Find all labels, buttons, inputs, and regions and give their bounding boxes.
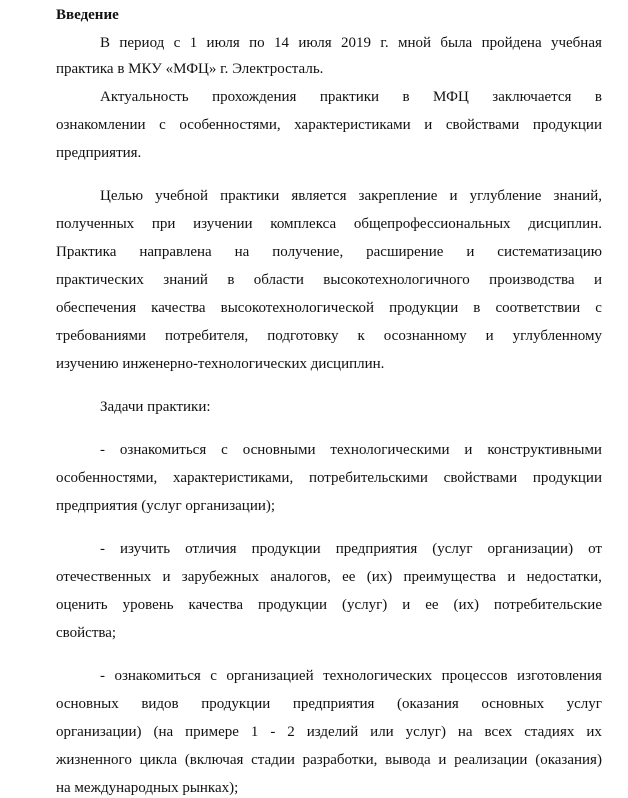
word: 1 [250, 724, 259, 740]
word: МФЦ [433, 89, 469, 105]
word: к [357, 328, 365, 344]
word: в [402, 89, 410, 105]
word: практики [319, 89, 380, 105]
word: практики [220, 188, 280, 204]
word: дисциплин. [528, 216, 602, 232]
word: изучить [120, 541, 171, 557]
word: и [507, 569, 516, 585]
word: продукции [532, 117, 602, 133]
word: предприятия [335, 541, 418, 557]
word: - [100, 668, 105, 684]
word: углубление [469, 188, 542, 204]
paragraph-line: практика в МКУ «МФЦ» г. Электросталь. [56, 61, 324, 77]
word: изучении [193, 216, 253, 232]
list-item-line [100, 440, 602, 460]
word: организацией [226, 668, 314, 684]
paragraph-line [100, 87, 602, 107]
paragraph-line [100, 186, 602, 206]
word: обеспечения [56, 300, 137, 316]
word: и [424, 117, 433, 133]
word: В [100, 35, 111, 51]
word: была [440, 35, 473, 51]
word: всех [484, 724, 513, 740]
word: на [234, 244, 250, 260]
word: июля [206, 35, 240, 51]
word: стадии [251, 752, 295, 768]
word: (оказания [397, 696, 459, 712]
word: пройдена [481, 35, 542, 51]
word: услуг) [405, 724, 446, 740]
word: - [100, 541, 105, 557]
word: с [173, 35, 181, 51]
word: (их) [453, 597, 479, 613]
word: (услуг) [341, 597, 388, 613]
document-heading: Введение [56, 7, 119, 23]
word: качества [151, 300, 206, 316]
word: 2019 [341, 35, 372, 51]
word: направлена [139, 244, 212, 260]
word: знаний [163, 272, 208, 288]
word: Целью [100, 188, 144, 204]
word: прохождения [212, 89, 297, 105]
word: ознакомлении [56, 117, 146, 133]
word: потребителя, [165, 328, 249, 344]
word: и [466, 244, 475, 260]
word: с [595, 300, 602, 316]
word: основных [56, 696, 119, 712]
word: потребительскими [308, 470, 428, 486]
word: оценить [56, 597, 108, 613]
word: на [457, 724, 473, 740]
word: изделий [306, 724, 359, 740]
word: и [449, 188, 458, 204]
list-item-line [100, 539, 602, 559]
word: разработки, [302, 752, 378, 768]
word: июля [298, 35, 332, 51]
word: и [464, 442, 473, 458]
word: 14 [274, 35, 290, 51]
word: свойствами [443, 470, 518, 486]
word: особенностями, [56, 470, 158, 486]
word: комплекса [270, 216, 337, 232]
word: услуг [566, 696, 602, 712]
word: требованиями [56, 328, 147, 344]
word: продукции [389, 300, 459, 316]
word: и [162, 569, 171, 585]
word: в [227, 272, 235, 288]
word: ее [342, 569, 356, 585]
word: цикла [139, 752, 178, 768]
word: с [159, 117, 166, 133]
word: в [594, 89, 602, 105]
word: недостатки, [526, 569, 602, 585]
word: реализации [454, 752, 528, 768]
word: подготовку [267, 328, 339, 344]
list-item-line: на международных рынках); [56, 780, 239, 796]
word: аналогов, [270, 569, 331, 585]
word: с [221, 442, 228, 458]
word: продукции [251, 541, 321, 557]
word: их [586, 724, 602, 740]
word: полученных [56, 216, 135, 232]
word: осознанному [383, 328, 467, 344]
word: и [485, 328, 494, 344]
word: продукции [201, 696, 271, 712]
word: производства [489, 272, 575, 288]
list-item-line: свойства; [56, 625, 117, 641]
word: 1 [189, 35, 198, 51]
word: области [253, 272, 304, 288]
word: высокотехнологической [220, 300, 375, 316]
word: Актуальность [100, 89, 189, 105]
list-item-line [56, 468, 602, 488]
list-item-line [56, 750, 602, 770]
word: знаний, [553, 188, 602, 204]
tasks-heading: Задачи практики: [100, 399, 211, 415]
word: является [291, 188, 347, 204]
word: систематизацию [497, 244, 602, 260]
word: г. [380, 35, 389, 51]
word: период [119, 35, 165, 51]
word: свойствами [445, 117, 520, 133]
list-item-line [100, 666, 602, 686]
word: соответствии [495, 300, 581, 316]
word: отечественных [56, 569, 152, 585]
word: примере [185, 724, 239, 740]
word: технологическими [330, 442, 450, 458]
paragraph-line [56, 115, 602, 135]
word: конструктивными [487, 442, 602, 458]
word: с [210, 668, 217, 684]
paragraph-line: предприятия. [56, 145, 142, 161]
word: (на [153, 724, 174, 740]
word: видов [141, 696, 179, 712]
word: высокотехнологичного [323, 272, 470, 288]
paragraph-line [56, 270, 602, 290]
word: или [370, 724, 394, 740]
word: - [100, 442, 105, 458]
paragraph-line [56, 326, 602, 346]
word: по [249, 35, 265, 51]
word: вывода [385, 752, 431, 768]
word: основными [242, 442, 316, 458]
word: зарубежных [181, 569, 260, 585]
list-item-line [56, 567, 602, 587]
word: ознакомиться [119, 442, 207, 458]
paragraph-line [100, 33, 602, 53]
list-item-line [56, 722, 602, 742]
word: и [593, 272, 602, 288]
word: - [270, 724, 276, 740]
paragraph-line [56, 298, 602, 318]
word: стадиях [524, 724, 575, 740]
word: ее [425, 597, 439, 613]
word: углубленному [512, 328, 602, 344]
word: продукции [532, 470, 602, 486]
word: технологических [323, 668, 433, 684]
word: особенностями, [179, 117, 281, 133]
word: (их) [366, 569, 393, 585]
list-item-line [56, 694, 602, 714]
word: в [473, 300, 481, 316]
word: заключается [492, 89, 572, 105]
word: характеристиками [294, 117, 411, 133]
word: при [151, 216, 176, 232]
paragraph-line [56, 214, 602, 234]
word: общепрофессиональных [353, 216, 511, 232]
paragraph-line [56, 242, 602, 262]
word: учебной [155, 188, 208, 204]
word: мной [397, 35, 431, 51]
word: (услуг [432, 541, 473, 557]
word: закрепление [358, 188, 438, 204]
word: основных [481, 696, 545, 712]
word: от [588, 541, 602, 557]
word: получение, [272, 244, 344, 260]
word: ознакомиться [114, 668, 201, 684]
word: процессов [441, 668, 508, 684]
word: предприятия [292, 696, 375, 712]
word: уровень [122, 597, 174, 613]
word: организации) [487, 541, 574, 557]
word: отличия [185, 541, 237, 557]
list-item-line [56, 595, 602, 615]
word: продукции [257, 597, 328, 613]
word: качества [188, 597, 243, 613]
word: и [438, 752, 447, 768]
word: характеристиками, [173, 470, 294, 486]
word: учебная [550, 35, 602, 51]
word: практических [56, 272, 144, 288]
word: потребительские [493, 597, 602, 613]
word: Практика [56, 244, 117, 260]
list-item-line: предприятия (услуг организации); [56, 498, 276, 514]
paragraph-line: изучению инженерно-технологических дисциплин. [56, 356, 385, 372]
word: жизненного [56, 752, 132, 768]
word: (включая [184, 752, 244, 768]
word: и [402, 597, 411, 613]
word: изготовления [517, 668, 602, 684]
word: 2 [287, 724, 295, 740]
word: организации) [56, 724, 142, 740]
word: преимущества [403, 569, 497, 585]
word: (оказания) [535, 752, 602, 768]
word: расширение [366, 244, 444, 260]
